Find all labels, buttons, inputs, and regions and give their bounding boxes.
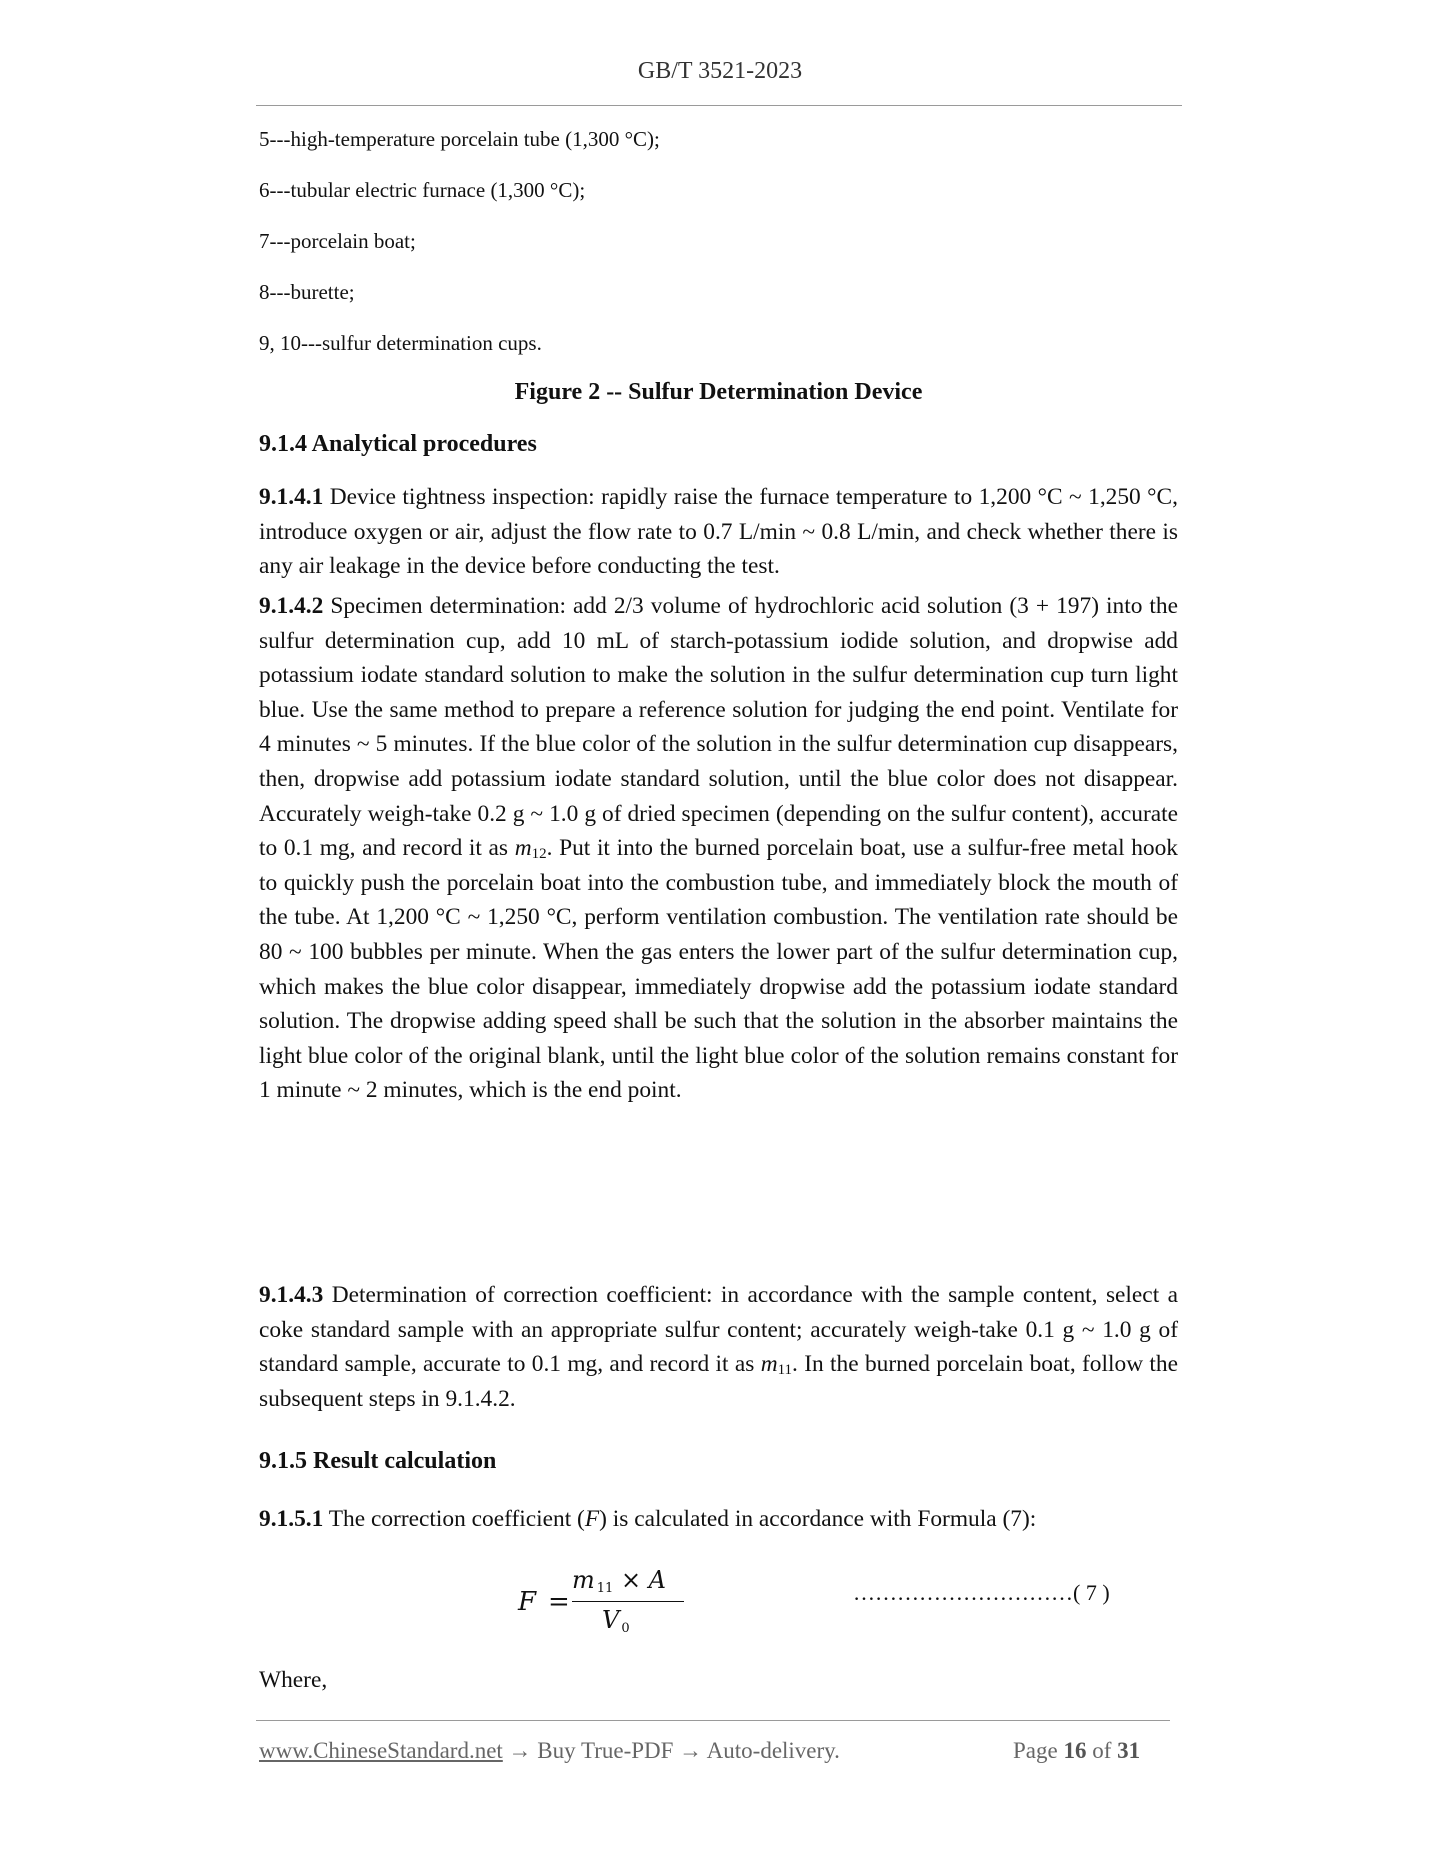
variable: F [584, 1506, 600, 1532]
where-label: Where, [259, 1667, 328, 1693]
header-divider [256, 105, 1182, 106]
paragraph-text: . Put it into the burned porcelain boat, use a sulfur-free metal hook to quickly push the porcelain boat into the combustion tube, and immediately block the mouth of the tube. At 1,200 °C ~ 1,250 °C, perform ventilation combustion. The ventilation rate should be 80 ~ 100 bubbles per minute. When the gas enters the lower part of the sulfur determination cup, which makes the blue color disappear, immediately dropwise add the potassium iodate standard solution. The dropwise adding speed shall be such that the solution in the absorber maintains the light blue color of the original blank, until the light blue color of the solution remains constant for 1 minute ~ 2 minutes, which is the end point. [259, 835, 1178, 1104]
clause-number: 9.1.4.1 [259, 484, 324, 510]
footer-divider [256, 1720, 1170, 1721]
formula-equals: = [548, 1587, 570, 1617]
variable: m [514, 835, 532, 862]
footer-promo-text: → Buy True-PDF → Auto-delivery. [502, 1738, 840, 1763]
variable: m [760, 1351, 778, 1378]
legend-item: 6---tubular electric furnace (1,300 °C); [259, 178, 586, 202]
page-number: 16 [1063, 1738, 1087, 1763]
section-heading: 9.1.4 Analytical procedures [259, 431, 537, 457]
legend-item: 7---porcelain boat; [259, 229, 416, 253]
paragraph-text: Determination of correction coefficient: in accordance with the sample content, select a coke standard sample with an appropriate sulfur content; accurately weigh-take 0.1 g ~ 1.0 g of standard sample, accurate to 0.1 mg, and record it as [259, 1282, 1178, 1378]
fraction-bar [572, 1601, 684, 1602]
legend-item: 9, 10---sulfur determination cups. [259, 331, 542, 355]
clause-number: 9.1.4.2 [259, 593, 324, 619]
clause-number: 9.1.4.3 [259, 1282, 324, 1308]
formula-numerator [572, 1566, 666, 1596]
formula-numerator-rest: × A [613, 1566, 667, 1594]
formula-number: …………………………( 7 ) [853, 1580, 1110, 1605]
formula-lhs: F [518, 1587, 537, 1617]
page-label: Page [1013, 1738, 1064, 1763]
paragraph-9-1-4-3 [259, 1278, 1178, 1416]
paragraph-9-1-4-2 [259, 589, 1178, 1108]
variable: V [602, 1606, 620, 1634]
variable-subscript: 11 [777, 1362, 793, 1379]
site-link[interactable]: www.ChineseStandard.net [259, 1738, 503, 1763]
page-total: 31 [1117, 1738, 1141, 1763]
paragraph-9-1-4-1 [259, 480, 1178, 584]
paragraph-text: Specimen determination: add 2/3 volume of hydrochloric acid solution (3 + 197) into the sulfur determination cup, add 10 mL of starch-potassium iodide solution, and dropwise add potassium iodate standard solution to make the solution in the sulfur determination cup turn light blue. Use the same method to prepare a reference solution for judging the end point. Ventilate for 4 minutes ~ 5 minutes. If the blue color of the solution in the sulfur determination cup disappears, then, dropwise add potassium iodate standard solution, until the blue color does not disappear. Accurately weigh-take 0.2 g ~ 1.0 g of dried specimen (depending on the sulfur content), accurate to 0.1 mg, and record it as [259, 593, 1178, 862]
footer-promo [259, 1738, 840, 1764]
paragraph-text: Device tightness inspection: rapidly raise the furnace temperature to 1,200 °C ~ 1,250 °C, introduce oxygen or air, adjust the flow rate to 0.7 L/min ~ 0.8 L/min, and check whether there is any air leakage in the device before conducting the test. [259, 484, 1178, 580]
variable: m [572, 1566, 595, 1594]
legend-item: 8---burette; [259, 280, 355, 304]
of-label: of [1086, 1738, 1118, 1763]
legend-item: 5---high-temperature porcelain tube (1,300 °C); [259, 127, 660, 151]
variable-subscript: 0 [621, 1621, 630, 1636]
variable-subscript: 11 [596, 1581, 614, 1596]
figure-caption: Figure 2 -- Sulfur Determination Device [514, 379, 923, 405]
variable-subscript: 12 [531, 846, 547, 863]
formula-7 [518, 1560, 678, 1640]
paragraph-9-1-5-1 [259, 1502, 1178, 1537]
clause-number: 9.1.5.1 [259, 1506, 324, 1532]
paragraph-text: . In the burned porcelain boat, follow the subsequent steps in 9.1.4.2. [259, 1351, 1178, 1412]
paragraph-text: ) is calculated in accordance with Formula (7): [599, 1506, 1037, 1532]
page-indicator [1013, 1738, 1140, 1764]
section-heading: 9.1.5 Result calculation [259, 1448, 497, 1474]
document-header: GB/T 3521-2023 [637, 58, 803, 84]
formula-denominator [602, 1606, 630, 1636]
paragraph-text: The correction coefficient ( [323, 1506, 585, 1532]
